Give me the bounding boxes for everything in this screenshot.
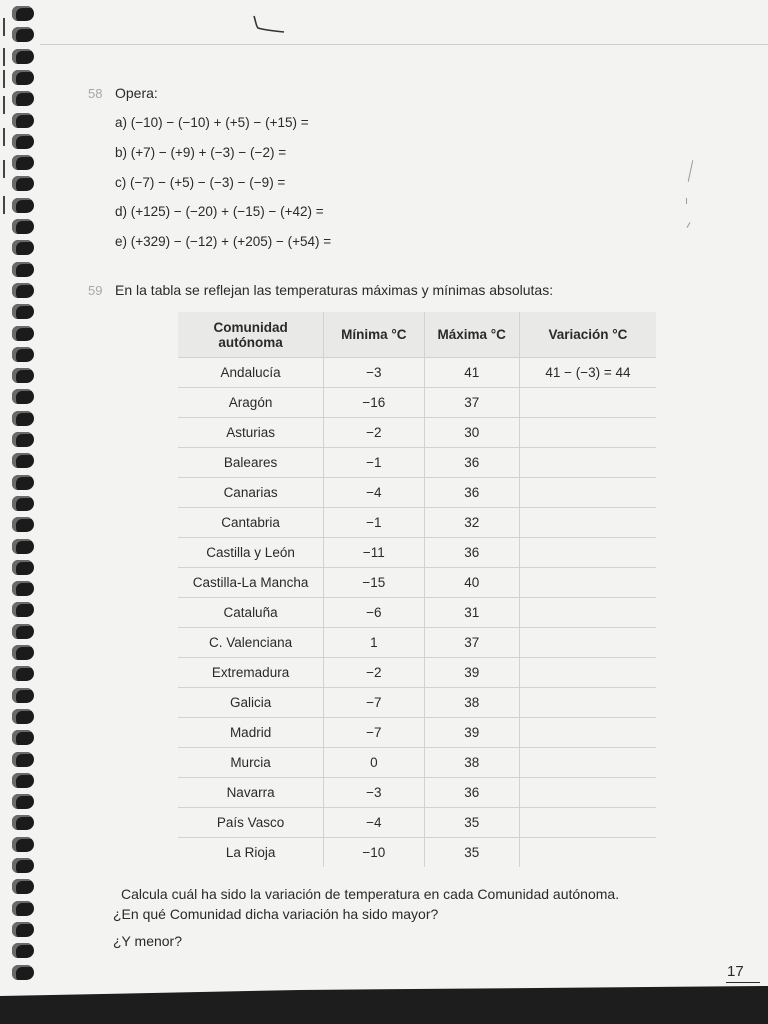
cell-community: Cantabria (178, 508, 324, 538)
binding-ring (12, 730, 34, 745)
cell-min: −2 (324, 418, 424, 448)
cell-variation (519, 628, 656, 658)
cell-min: −3 (324, 358, 424, 388)
cell-min: −6 (324, 598, 424, 628)
question-3: ¿Y menor? (113, 933, 182, 949)
exercise-number-59: 59 (88, 283, 103, 298)
cell-max: 35 (424, 808, 519, 838)
temperature-table (178, 312, 656, 867)
cell-variation (519, 658, 656, 688)
exercise-59-prompt: En la tabla se reflejan las temperaturas máximas y mínimas absolutas: (115, 282, 554, 298)
header-max: Máxima °C (424, 312, 519, 358)
table-row (178, 658, 656, 688)
cell-max: 37 (424, 628, 519, 658)
table-row (178, 598, 656, 628)
table-row (178, 688, 656, 718)
cell-variation: 41 − (−3) = 44 (519, 358, 656, 388)
cell-community: Extremadura (178, 658, 324, 688)
cell-variation (519, 688, 656, 718)
cell-variation (519, 508, 656, 538)
table-row (178, 418, 656, 448)
pencil-mark (686, 198, 687, 204)
header-community (178, 312, 324, 358)
cell-max: 41 (424, 358, 519, 388)
binding-ring (12, 773, 34, 788)
pencil-mark (688, 160, 694, 182)
binding-ring (12, 347, 34, 362)
cell-max: 36 (424, 538, 519, 568)
top-rule (40, 44, 768, 45)
cell-max: 39 (424, 718, 519, 748)
cell-community: La Rioja (178, 838, 324, 868)
binding-ring (12, 560, 34, 575)
cell-community: Galicia (178, 688, 324, 718)
cell-community: Cataluña (178, 598, 324, 628)
binding-ring (12, 389, 34, 404)
binding-edge-mark (3, 196, 5, 214)
cell-max: 32 (424, 508, 519, 538)
cell-min: −7 (324, 718, 424, 748)
cell-max: 31 (424, 598, 519, 628)
table-header-row (178, 312, 656, 358)
cell-max: 38 (424, 688, 519, 718)
binding-ring (12, 815, 34, 830)
header-community-line2: autónoma (218, 334, 283, 350)
cell-variation (519, 418, 656, 448)
table-row (178, 568, 656, 598)
binding-ring (12, 262, 34, 277)
table-row (178, 448, 656, 478)
binding-ring (12, 6, 34, 21)
cell-variation (519, 448, 656, 478)
binding-ring (12, 645, 34, 660)
cell-max: 30 (424, 418, 519, 448)
cell-min: −1 (324, 448, 424, 478)
binding-ring (12, 517, 34, 532)
cell-variation (519, 598, 656, 628)
binding-ring (12, 709, 34, 724)
cell-min: 1 (324, 628, 424, 658)
binding-edge-mark (3, 48, 5, 66)
cell-max: 37 (424, 388, 519, 418)
binding-edge-mark (3, 128, 5, 146)
cell-max: 35 (424, 838, 519, 868)
cell-community: Canarias (178, 478, 324, 508)
binding-edge-mark (3, 96, 5, 114)
table-row (178, 748, 656, 778)
binding-ring (12, 27, 34, 42)
binding-ring (12, 965, 34, 980)
header-community-line1: Comunidad (213, 319, 288, 335)
header-variation: Variación °C (519, 312, 656, 358)
cell-min: 0 (324, 748, 424, 778)
binding-ring (12, 581, 34, 596)
table-row (178, 508, 656, 538)
binding-ring (12, 432, 34, 447)
cell-variation (519, 838, 656, 868)
cell-variation (519, 748, 656, 778)
binding-ring (12, 240, 34, 255)
table-row (178, 838, 656, 868)
cell-max: 36 (424, 478, 519, 508)
binding-ring (12, 176, 34, 191)
cell-community: Asturias (178, 418, 324, 448)
cell-community: País Vasco (178, 808, 324, 838)
cell-min: −10 (324, 838, 424, 868)
exercise-number-58: 58 (88, 86, 103, 101)
pen-stroke-mark (250, 12, 286, 36)
table-row (178, 808, 656, 838)
table-row (178, 358, 656, 388)
binding-ring (12, 922, 34, 937)
cell-max: 40 (424, 568, 519, 598)
table-row (178, 718, 656, 748)
binding-ring (12, 539, 34, 554)
cell-min: −11 (324, 538, 424, 568)
cell-min: −4 (324, 808, 424, 838)
pencil-mark (687, 222, 691, 228)
spiral-binding (0, 0, 42, 1000)
cell-variation (519, 718, 656, 748)
binding-ring (12, 901, 34, 916)
binding-ring (12, 794, 34, 809)
binding-ring (12, 666, 34, 681)
binding-ring (12, 219, 34, 234)
binding-ring (12, 134, 34, 149)
cell-variation (519, 568, 656, 598)
binding-ring (12, 837, 34, 852)
binding-ring (12, 155, 34, 170)
cell-community: Navarra (178, 778, 324, 808)
binding-ring (12, 624, 34, 639)
page-number: 17 (727, 963, 744, 980)
cell-min: −4 (324, 478, 424, 508)
operation-e: e) (+329) − (−12) + (+205) − (+54) = (115, 234, 332, 249)
cell-community: Murcia (178, 748, 324, 778)
binding-edge-mark (3, 18, 5, 36)
cell-community: Castilla y León (178, 538, 324, 568)
binding-edge-mark (3, 70, 5, 88)
question-2: ¿En qué Comunidad dicha variación ha sido mayor? (113, 906, 439, 922)
table-row (178, 478, 656, 508)
header-min: Mínima °C (324, 312, 424, 358)
binding-ring (12, 49, 34, 64)
cell-community: Madrid (178, 718, 324, 748)
binding-ring (12, 688, 34, 703)
cell-community: Andalucía (178, 358, 324, 388)
page-number-rule (726, 982, 760, 983)
cell-variation (519, 808, 656, 838)
cell-min: −2 (324, 658, 424, 688)
cell-min: −3 (324, 778, 424, 808)
cell-community: Aragón (178, 388, 324, 418)
table-row (178, 778, 656, 808)
binding-ring (12, 70, 34, 85)
operation-a: a) (−10) − (−10) + (+5) − (+15) = (115, 115, 309, 130)
cell-community: C. Valenciana (178, 628, 324, 658)
cell-max: 36 (424, 448, 519, 478)
exercise-58-prompt: Opera: (115, 85, 158, 101)
cell-community: Baleares (178, 448, 324, 478)
table-row (178, 388, 656, 418)
binding-ring (12, 602, 34, 617)
binding-ring (12, 411, 34, 426)
cell-variation (519, 478, 656, 508)
binding-ring (12, 453, 34, 468)
binding-edge-mark (3, 160, 5, 178)
binding-ring (12, 283, 34, 298)
binding-ring (12, 304, 34, 319)
binding-ring (12, 879, 34, 894)
cell-max: 38 (424, 748, 519, 778)
binding-ring (12, 113, 34, 128)
cell-community: Castilla-La Mancha (178, 568, 324, 598)
operation-d: d) (+125) − (−20) + (−15) − (+42) = (115, 204, 324, 219)
binding-ring (12, 475, 34, 490)
table-row (178, 538, 656, 568)
binding-ring (12, 326, 34, 341)
cell-variation (519, 778, 656, 808)
binding-ring (12, 91, 34, 106)
operation-c: c) (−7) − (+5) − (−3) − (−9) = (115, 175, 286, 190)
question-1: Calcula cuál ha sido la variación de temperatura en cada Comunidad autónoma. (121, 886, 620, 902)
cell-max: 39 (424, 658, 519, 688)
operation-b: b) (+7) − (+9) + (−3) − (−2) = (115, 145, 287, 160)
cell-min: −15 (324, 568, 424, 598)
cell-min: −1 (324, 508, 424, 538)
binding-ring (12, 198, 34, 213)
cell-variation (519, 538, 656, 568)
cell-max: 36 (424, 778, 519, 808)
cell-variation (519, 388, 656, 418)
binding-ring (12, 943, 34, 958)
cell-min: −7 (324, 688, 424, 718)
cell-min: −16 (324, 388, 424, 418)
bottom-edge-shadow (0, 986, 768, 1024)
binding-ring (12, 752, 34, 767)
binding-ring (12, 496, 34, 511)
binding-ring (12, 858, 34, 873)
table-row (178, 628, 656, 658)
binding-ring (12, 368, 34, 383)
